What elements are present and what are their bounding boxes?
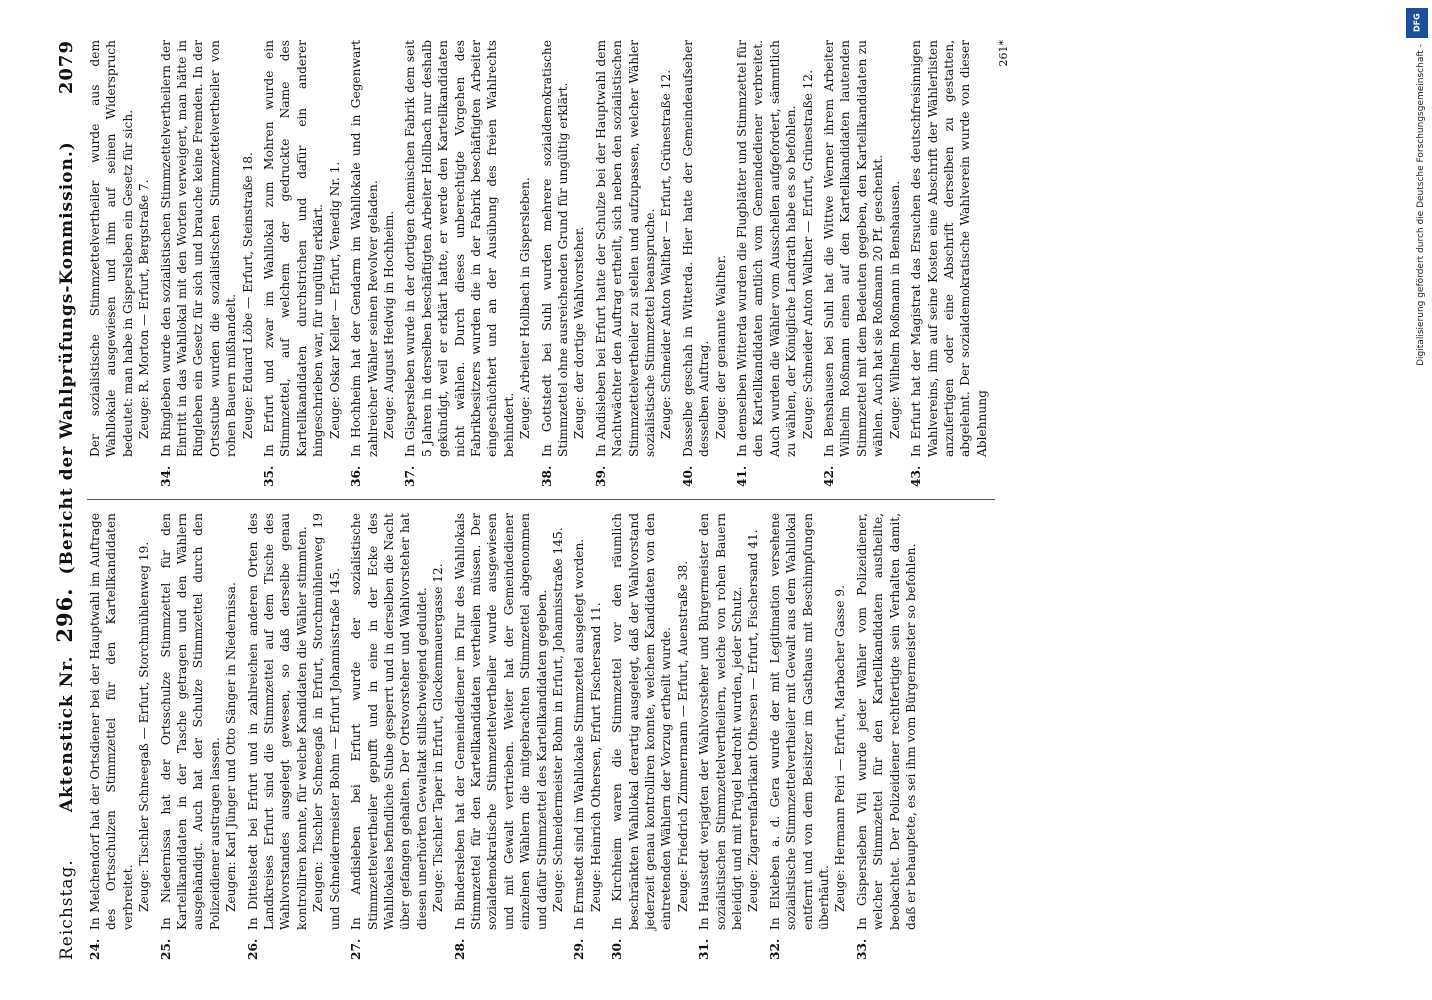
entry-number: 32. [767,938,782,960]
header-doc-number: 296. [52,587,77,643]
entry-witness: Zeuge: Eduard Löbe — Erfurt, Steinstraße 18. [240,152,255,439]
list-item [821,40,903,487]
entry-body [87,513,153,930]
entry-number: 31. [697,938,712,960]
entry-body [696,513,762,930]
list-item [348,513,446,960]
document-page [30,0,1400,1000]
dfg-logo: DFG [1406,8,1428,38]
entry-number: 38. [539,465,554,487]
entry-body [348,40,397,457]
list-item [158,40,256,487]
entry-number: 36. [349,465,364,487]
entry-body [593,40,675,457]
page-header [52,40,77,960]
list-item [908,40,990,487]
entry-text: In Hausstedt verjagten der Wahlvorsteher und Bürgermeister den sozialistischen Stimmzettelvertheilern, welche von rohen Bauern beleidigt und mit Prügel bedroht wurden, jeder Schutz. [697,513,745,930]
entry-witness: Zeuge: Schneider Anton Walther — Erfurt, Grünestraße 12. [800,69,815,439]
entry-body [348,513,446,930]
list-item [680,40,729,487]
entry-witness: Zeuge: Oskar Keller — Erfurt, Venedig Nr. 1. [327,161,342,439]
page-number: 2079 [56,40,77,95]
entry-number: 30. [610,938,625,960]
list-item [571,513,604,960]
entry-witness: Zeuge: Friedrich Zimmermann — Erfurt, Auenstraße 38. [675,560,690,912]
list-item [593,40,675,487]
entry-body [680,40,729,457]
entry-witness: Zeuge: Zigarrenfabrikant Othersen — Erfurt, Fischersand 41. [746,529,761,912]
list-item [158,513,240,960]
list-item [609,513,691,960]
list-item [402,40,533,487]
entry-text: In Melchendorf hat der Ortsdiener bei der Hauptwahl im Auftrage des Ortsschulzen Stimmzettel für den Kartellkandidaten verbreitet. [88,513,135,930]
entry-number: 43. [909,465,924,487]
entry-witness: Zeuge: Tischler Schneegaß — Erfurt, Storchmühlenweg 19. [137,541,152,912]
entry-body [539,40,588,457]
entry-number: 35. [262,465,277,487]
list-item [261,40,343,487]
entry-body [261,40,343,457]
entry-witness: Zeuge: Wilhelm Roßmann in Benshausen. [887,180,902,439]
entry-witness: Zeuge: Schneider Anton Walther — Erfurt, Grünestraße 12. [659,69,674,439]
entry-text: In Ringleben wurde den sozialistischen Stimmzettelvertheilern der Eintritt in das Wahllokal mit den Worten verweigert, man hätte in Ringleben ein Gesetz für sich und brauche keine Fremden. In der Ortsstube wurden die sozialistischen Stimmzettelvertheiler von rohen Bauern mißhandelt. [158,40,239,457]
list-item [854,513,920,960]
entry-body [767,513,849,930]
entry-witness: Zeuge: R. Morton — Erfurt, Bergstraße 7. [137,179,152,439]
list-item [767,513,849,960]
entry-text: In Erfurt und zwar im Wahllokal zum Mohren wurde ein Stimmzettel, auf welchem der gedruckte Name des Kartellkandidaten durchstrichen und dafür ein anderer hingeschrieben war, für ungültig erklärt. [262,40,326,457]
entry-number: 26. [245,938,260,960]
entry-number: 42. [822,465,837,487]
text-columns [87,40,995,960]
entry-witness: Zeuge: Schneidermeister Bohm in Erfurt, Johannisstraße 145. [550,527,565,912]
right-column [87,40,995,487]
header-aktenstueck: Aktenstück Nr. [57,655,77,813]
left-column [87,513,995,960]
entry-number: 28. [452,938,467,960]
dfg-credit: Digitalisierung gefördert durch die Deutsche Forschungsgemeinschaft - [1416,44,1426,366]
entry-text: In demselben Witterda wurden die Flugblätter und Stimmzettel für den Kartellkandidaten amtlich vom Gemeindediener verbreitet. Auch wurden die Wähler vom Ausschellen aufgefordert, sämmtlich zu wählen, der Königliche Landrath habe es so befohlen. [735,40,799,457]
entry-text: Dasselbe geschah in Witterda. Hier hatte der Gemeindeaufseher desselben Auftrag. [680,40,712,457]
entry-number: 34. [158,465,173,487]
entry-text: In Niedernissa hat der Ortsschulze Stimmzettel für den Kartellkandidaten in der Tasche getragen und den Wählern ausgehändigt. Auch hat der Schulze Stimmzettel durch den Polizeidiener austragen lassen. [158,513,222,930]
entry-number [87,457,153,487]
entry-body [854,513,920,930]
entry-number: 27. [349,938,364,960]
entry-body [821,40,903,457]
signature-mark: 261* [997,40,1011,67]
entry-number: 24. [88,938,102,960]
entry-number: 39. [593,465,608,487]
entry-body [158,513,240,930]
entry-text: In Kirchheim waren die Stimmzettel vor den räumlich beschränkten Wahllokal derartig ausgelegt, daß der Wahlvorstand jederzeit genau kontrolliren konnte, welchem Kandidaten von den eintretenden Wählern der Vorzug ertheilt wurde. [610,513,674,930]
entry-number: 29. [572,938,587,960]
header-left: Reichstag. [57,859,77,960]
entry-text: In Ermstedt sind im Wahllokale Stimmzettel ausgelegt worden. [572,538,587,930]
entry-text: In Andisleben bei Erfurt hatte der Schulze bei der Hauptwahl dem Nachtwächter den Auftrag ertheilt, sich neben den sozialistischen Stimmzettelvertheiler zu stellen und aufzupassen, welcher Wähler sozialistische Stimmzettel beanspruche. [593,40,657,457]
entry-text: In Andisleben bei Erfurt wurde der sozialistische Stimmzettelvertheiler gepufft und in eine in der Ecke des Wahllokales befindliche Stube gesperrt und in derselben die Nacht über gefangen gehalten. Der Ortsvorsteher und Wahlvorsteher hat diesen unerhörten Gewaltakt stillschweigend geduldet. [349,513,429,930]
entry-number: 41. [735,465,750,487]
list-item [87,40,153,487]
entry-number: 37. [403,465,418,487]
entry-witness: Zeuge: der genannte Walther. [713,254,728,439]
entry-witness: Zeuge: Hermann Peiri — Erfurt, Marbacher Gasse 9. [833,584,848,912]
list-item [452,513,567,960]
list-item [734,40,816,487]
entry-text: In Elxleben a. d. Gera wurde der mit Legitimation versehene sozialistische Stimmzettelvertheiler mit Gewalt aus dem Wahllokal entfernt und von dem Beisitzer im Gasthaus mit Beschimpfungen überhäuft. [767,513,832,930]
entry-text: In Gottstedt bei Suhl wurden mehrere sozialdemokratische Stimmzettel ohne ausreichenden Grund für ungültig erklärt. [539,40,570,457]
list-item [87,513,153,960]
list-item [696,513,762,960]
entry-text: In Hochheim hat der Gendarm im Wahllokale und in Gegenwart zahlreicher Wähler seinen Revolver geladen. [349,40,380,457]
entry-text: In Benshausen bei Suhl hat die Wittwe Werner ihrem Arbeiter Wilhelm Roßmann einen auf den Kartellkandidaten lautenden Stimmzettel mit dem Bedeuten gegeben, den Kartellkandidaten zu wählen. Auch hat sie Roßmann 20 Pf. geschenkt. [822,40,886,457]
entry-witness: Zeuge: Heinrich Othersen, Erfurt Fischersand 11. [588,602,603,912]
entry-text: In Gispersleben wurde in der dortigen chemischen Fabrik dem seit 5 Jahren in derselben beschäftigten Arbeiter Hollbach nur deshalb gekündigt, weil er erklärt hatte, er werde den Kartellkandidaten nicht wählen. Durch dieses unberechtigte Vorgehen des Fabrikbesitzers wurden die in der Fabrik beschäftigten Arbeiter eingeschüchtert und an der Ausübung des freien Wahlrechts behindert. [403,40,516,457]
list-item [348,40,397,487]
entry-witness: Zeugen: Karl Jünger und Otto Sänger in Niedernissa. [224,582,239,912]
list-item [245,513,343,960]
entry-witness: Zeuge: der dortige Wahlvorsteher. [572,226,587,439]
header-subtitle: (Bericht der Wahlprüfungs-Kommission.) [57,141,77,575]
entry-number: 33. [854,938,869,960]
entry-witness: Zeugen: Tischler Schneegaß in Erfurt, Storchmühlenweg 19 und Schneidermeister Bohm — Erfurt Johannisstraße 145. [311,513,342,930]
entry-number: 25. [158,938,173,960]
entry-body [87,40,153,457]
entry-body [734,40,816,457]
entry-text: In Erfurt hat der Magistrat das Ersuchen des deutschfreisinnigen Wahlvereins, ihm auf seine Kosten eine Abschrift der Wählerlisten anzufertigen oder eine Abschrift derselben zu gestatten, abgelehnt. Der sozialdemokratische Wahlverein wurde von dieser Ablehnung [909,40,989,457]
entry-text: In Gispersleben Viti wurde jeder Wähler vom Polizeidiener, welcher Stimmzettel für den Kartellkandidaten austheilte, beobachtet. Der Polizeidiener rechtfertigte sein Verhalten damit, daß er behauptete, es sei ihm vom Bürgermeister so befohlen. [854,513,919,930]
entry-text: In Dittelstedt bei Erfurt und in zahlreichen anderen Orten des Landkreises Erfurt sind die Stimmzettel auf dem Tische des Wahlvorstandes ausgelegt gewesen, so daß derselbe genau kontrolliren konnte, für welche Kandidaten die Wähler stimmten. [245,513,309,930]
entry-body [452,513,567,930]
entry-text: Der sozialistische Stimmzettelvertheiler wurde aus dem Wahllokale ausgewiesen und ihm auf seinen Widerspruch bedeutet: man habe in Gispersleben ein Gesetz für sich. [88,40,135,457]
entry-witness: Zeuge: Arbeiter Hollbach in Gispersleben. [518,177,533,439]
entry-number: 40. [680,465,695,487]
entry-body [158,40,256,457]
list-item [539,40,588,487]
entry-body [609,513,691,930]
entry-body [908,40,990,457]
header-title [52,141,77,812]
entry-witness: Zeuge: August Hedwig in Hochheim. [381,210,396,439]
entry-witness: Zeuge: Tischler Taper in Erfurt, Glockenmauergasse 12. [431,563,446,912]
entry-text: In Bindersleben hat der Gemeindediener im Flur des Wahllokals Stimmzettel für den Kartellkandidaten vertheilen müssen. Der sozialdemokratische Stimmzettelvertheiler wurde ausgewiesen und mit Gewalt vertrieben. Weiter hat der Gemeindediener einzelnen Wählern die mitgebrachten Stimmzettel abgenommen und dafür Stimmzettel des Kartellkandidaten gegeben. [452,513,549,930]
entry-body [402,40,533,457]
entry-body [571,513,604,930]
entry-body [245,513,343,930]
